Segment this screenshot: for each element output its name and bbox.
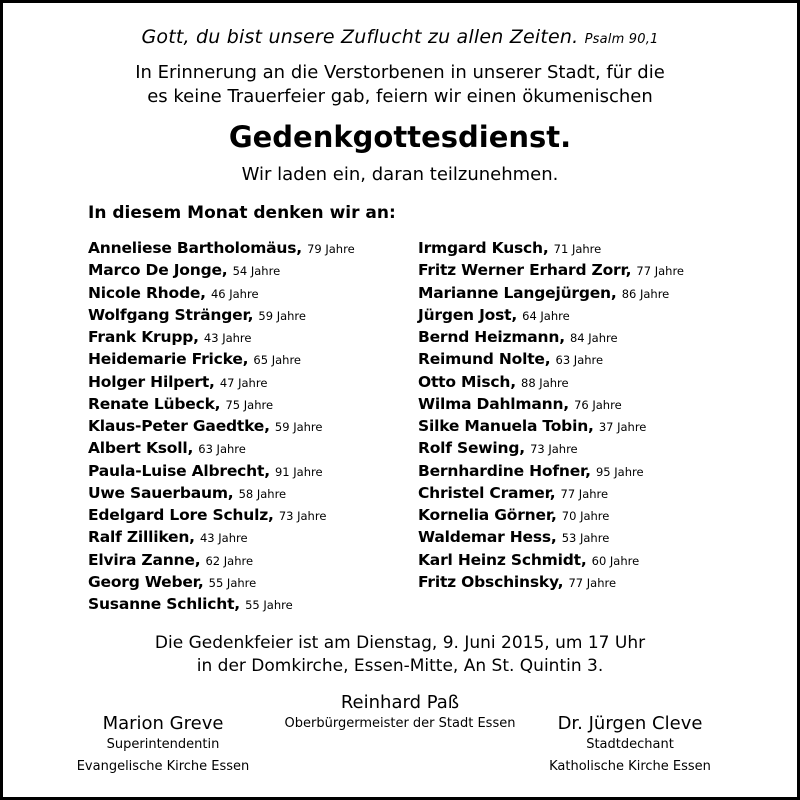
- deceased-entry: [418, 259, 684, 281]
- deceased-entry: [88, 393, 355, 415]
- deceased-age: 86 Jahre: [621, 286, 670, 301]
- signatory-name: Reinhard Paß: [340, 692, 460, 713]
- deceased-name: Karl Heinz Schmidt,: [418, 550, 587, 569]
- deceased-entry: [418, 371, 684, 393]
- deceased-entry: [418, 437, 684, 459]
- deceased-age: 43 Jahre: [203, 331, 252, 345]
- deceased-name: Elvira Zanne,: [88, 550, 201, 569]
- deceased-age: 58 Jahre: [238, 486, 287, 501]
- deceased-name: Ralf Zilliken,: [88, 528, 195, 547]
- deceased-name: Bernhardine Hofner,: [418, 461, 591, 480]
- deceased-entry: [418, 304, 684, 326]
- deceased-age: 37 Jahre: [598, 420, 647, 434]
- deceased-entry: [88, 437, 355, 459]
- deceased-name: Marco De Jonge,: [88, 261, 228, 280]
- signatory-name: Marion Greve: [102, 713, 224, 734]
- deceased-age: 54 Jahre: [232, 264, 281, 279]
- deceased-name: Albert Ksoll,: [88, 439, 194, 458]
- deceased-age: 79 Jahre: [307, 242, 355, 256]
- deceased-entry: [88, 237, 355, 259]
- deceased-entry: [418, 571, 684, 593]
- intro-line-2: es keine Trauerfeier gab, feiern wir einen ökumenischen: [147, 86, 653, 107]
- deceased-name: Christel Cramer,: [418, 483, 556, 502]
- signatory-organization: Katholische Kirche Essen: [549, 759, 711, 774]
- deceased-age: 62 Jahre: [205, 553, 254, 568]
- deceased-age: 59 Jahre: [258, 308, 306, 323]
- deceased-entry: [418, 415, 684, 437]
- deceased-age: 43 Jahre: [199, 531, 248, 546]
- deceased-entry: [418, 504, 684, 526]
- signatory-organization: Evangelische Kirche Essen: [76, 759, 250, 774]
- deceased-age: 88 Jahre: [521, 375, 569, 390]
- deceased-age: 73 Jahre: [278, 509, 327, 523]
- deceased-age: 84 Jahre: [569, 331, 618, 345]
- deceased-age: 65 Jahre: [253, 353, 301, 368]
- signatory-title: Stadtdechant: [586, 737, 674, 752]
- motto-reference: Psalm 90,1: [584, 32, 659, 47]
- deceased-name: Irmgard Kusch,: [418, 239, 549, 257]
- deceased-name: Uwe Sauerbaum,: [88, 483, 234, 502]
- deceased-entry: [88, 526, 355, 548]
- deceased-entry: [88, 460, 355, 482]
- psalm-motto: [0, 26, 800, 48]
- deceased-name: Wolfgang Stränger,: [88, 305, 254, 324]
- deceased-age: 77 Jahre: [636, 264, 684, 279]
- deceased-name: Paula-Luise Albrecht,: [88, 461, 270, 480]
- deceased-age: 75 Jahre: [225, 397, 274, 412]
- deceased-name: Fritz Obschinsky,: [418, 572, 564, 591]
- deceased-age: 91 Jahre: [274, 464, 323, 479]
- event-info-line-1: Die Gedenkfeier ist am Dienstag, 9. Juni 2015, um 17 Uhr: [154, 633, 646, 653]
- deceased-entry: [418, 549, 684, 571]
- deceased-entry: [88, 571, 355, 593]
- deceased-entry: [418, 237, 684, 259]
- signatory-title: Oberbürgermeister der Stadt Essen: [284, 716, 516, 731]
- deceased-name: Rolf Sewing,: [418, 439, 525, 458]
- deceased-age: 64 Jahre: [522, 308, 570, 323]
- deceased-age: 77 Jahre: [568, 575, 617, 590]
- deceased-age: 55 Jahre: [208, 575, 257, 590]
- deceased-age: 55 Jahre: [245, 598, 293, 612]
- deceased-entry: [418, 460, 684, 482]
- deceased-entry: [88, 504, 355, 526]
- deceased-name: Wilma Dahlmann,: [418, 394, 569, 413]
- signatory-right: [510, 713, 750, 778]
- deceased-name: Holger Hilpert,: [88, 372, 215, 391]
- deceased-name: Reimund Nolte,: [418, 350, 551, 369]
- deceased-entry: [418, 348, 684, 370]
- deceased-age: 77 Jahre: [560, 486, 609, 501]
- signatory-left: [43, 713, 283, 778]
- deceased-entry: [418, 482, 684, 504]
- deceased-entry: [88, 415, 355, 437]
- deceased-name: Waldemar Hess,: [418, 528, 557, 547]
- motto-text: Gott, du bist unsere Zuflucht zu allen Zeiten.: [141, 26, 579, 48]
- deceased-entry: [88, 282, 355, 304]
- deceased-name: Bernd Heizmann,: [418, 328, 565, 346]
- deceased-name: Fritz Werner Erhard Zorr,: [418, 261, 632, 280]
- deceased-entry: [418, 393, 684, 415]
- intro-line-1: In Erinnerung an die Verstorbenen in unserer Stadt, für die: [135, 62, 665, 83]
- deceased-age: 76 Jahre: [574, 397, 622, 412]
- deceased-entry: [418, 526, 684, 548]
- deceased-entry: [88, 326, 355, 348]
- deceased-entry: [88, 348, 355, 370]
- deceased-name: Otto Misch,: [418, 372, 516, 391]
- deceased-age: 60 Jahre: [591, 553, 640, 568]
- deceased-age: 59 Jahre: [274, 420, 323, 434]
- deceased-name: Marianne Langejürgen,: [418, 283, 617, 302]
- deceased-name: Jürgen Jost,: [418, 305, 518, 324]
- notice-title: Gedenkgottesdienst.: [228, 120, 572, 154]
- deceased-name: Frank Krupp,: [88, 328, 199, 346]
- left-name-column: [88, 237, 355, 615]
- deceased-age: 70 Jahre: [561, 509, 610, 523]
- deceased-age: 63 Jahre: [555, 353, 604, 368]
- deceased-entry: [88, 549, 355, 571]
- deceased-name: Georg Weber,: [88, 572, 204, 591]
- deceased-entry: [88, 482, 355, 504]
- deceased-name: Klaus-Peter Gaedtke,: [88, 417, 270, 435]
- deceased-name: Edelgard Lore Schulz,: [88, 506, 274, 524]
- deceased-name: Susanne Schlicht,: [88, 595, 240, 613]
- deceased-entry: [88, 371, 355, 393]
- invitation-text: Wir laden ein, daran teilzunehmen.: [241, 164, 559, 185]
- deceased-age: 46 Jahre: [210, 286, 259, 301]
- deceased-entry: [88, 259, 355, 281]
- deceased-name: Heidemarie Fricke,: [88, 350, 249, 369]
- signatory-name: Dr. Jürgen Cleve: [557, 713, 703, 734]
- deceased-name: Silke Manuela Tobin,: [418, 417, 594, 435]
- right-name-column: [418, 237, 684, 593]
- signatory-center: [250, 692, 550, 735]
- deceased-age: 73 Jahre: [530, 442, 578, 457]
- event-info-line-2: in der Domkirche, Essen-Mitte, An St. Quintin 3.: [196, 656, 604, 676]
- deceased-entry: [418, 326, 684, 348]
- deceased-age: 47 Jahre: [219, 375, 268, 390]
- deceased-entry: [88, 304, 355, 326]
- deceased-name: Anneliese Bartholomäus,: [88, 239, 302, 257]
- deceased-entry: [88, 593, 355, 615]
- signatory-title: Superintendentin: [106, 737, 220, 752]
- deceased-age: 71 Jahre: [553, 242, 602, 256]
- deceased-age: 53 Jahre: [561, 531, 610, 546]
- deceased-name: Renate Lübeck,: [88, 394, 221, 413]
- deceased-entry: [418, 282, 684, 304]
- list-heading: In diesem Monat denken wir an:: [88, 203, 396, 223]
- deceased-name: Kornelia Görner,: [418, 506, 557, 524]
- deceased-age: 63 Jahre: [198, 442, 246, 457]
- deceased-name: Nicole Rhode,: [88, 283, 206, 302]
- deceased-age: 95 Jahre: [595, 464, 644, 479]
